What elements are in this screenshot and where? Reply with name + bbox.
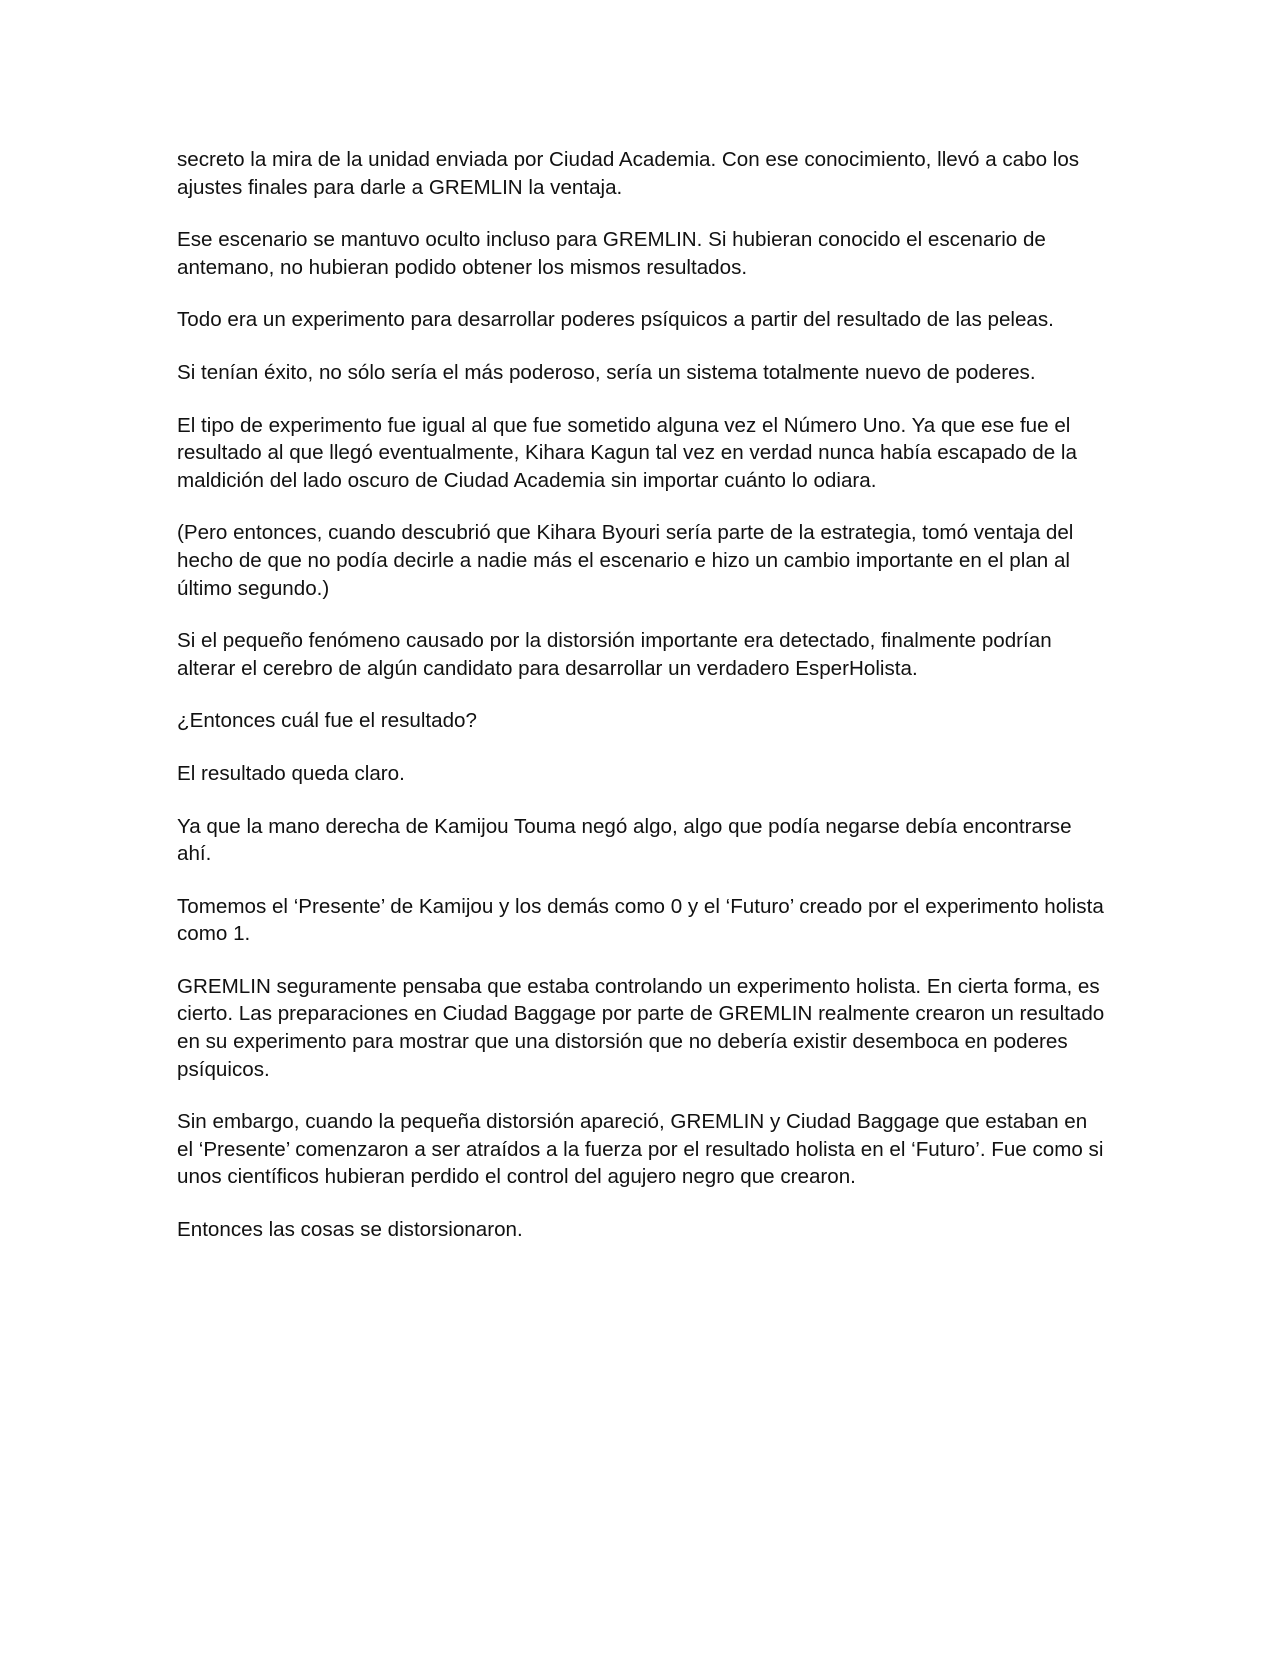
paragraph-3: Todo era un experimento para desarrollar poderes psíquicos a partir del resultado de las peleas. (177, 308, 1054, 332)
paragraph-11: Tomemos el ‘Presente’ de Kamijou y los demás como 0 y el ‘Futuro’ creado por el experimento holista como 1. (177, 894, 1104, 946)
paragraph-1: secreto la mira de la unidad enviada por Ciudad Academia. Con ese conocimiento, llevó a cabo los ajustes finales para darle a GREMLIN la ventaja. (177, 148, 1080, 199)
paragraph-2: Ese escenario se mantuvo oculto incluso para GREMLIN. Si hubieran conocido el escenario de antemano, no hubieran podido obtener los mismos resultados. (177, 228, 1046, 279)
paragraph-8: ¿Entonces cuál fue el resultado? (177, 709, 477, 733)
paragraph-14: Entonces las cosas se distorsionaron. (177, 1218, 523, 1242)
paragraph-7: Si el pequeño fenómeno causado por la distorsión importante era detectado, finalmente podrían alterar el cerebro de algún candidato para desarrollar un verdadero EsperHolista. (177, 629, 1052, 680)
paragraph-12: GREMLIN seguramente pensaba que estaba controlando un experimento holista. En cierta forma, es cierto. Las preparaciones en Ciudad Baggage por parte de GREMLIN realmente crearon un resultado en su experimento para mostrar que una distorsión que no debería existir desemboca en poderes psíquicos. (177, 974, 1105, 1081)
paragraph-9: El resultado queda claro. (177, 761, 405, 785)
paragraph-4: Si tenían éxito, no sólo sería el más poderoso, sería un sistema totalmente nuevo de poderes. (177, 360, 1036, 384)
document-body (177, 146, 1107, 1269)
paragraph-10: Ya que la mano derecha de Kamijou Touma negó algo, algo que podía negarse debía encontrarse ahí. (177, 814, 1072, 866)
paragraph-5: El tipo de experimento fue igual al que fue sometido alguna vez el Número Uno. Ya que ese fue el resultado al que llegó eventualmente, Kihara Kagun tal vez en verdad nunca había escapado de la maldición del lado oscuro de Ciudad Academia sin importar cuánto lo odiara. (177, 413, 1077, 492)
paragraph-13: Sin embargo, cuando la pequeña distorsión apareció, GREMLIN y Ciudad Baggage que estaban en el ‘Presente’ comenzaron a ser atraídos a la fuerza por el resultado holista en el ‘Futuro’. Fue como si unos científicos hubieran perdido el control del agujero negro que crearon. (177, 1110, 1104, 1189)
paragraph-6: (Pero entonces, cuando descubrió que Kihara Byouri sería parte de la estrategia, tomó ventaja del hecho de que no podía decirle a nadie más el escenario e hizo un cambio importante en el plan al último segundo.) (177, 521, 1074, 600)
